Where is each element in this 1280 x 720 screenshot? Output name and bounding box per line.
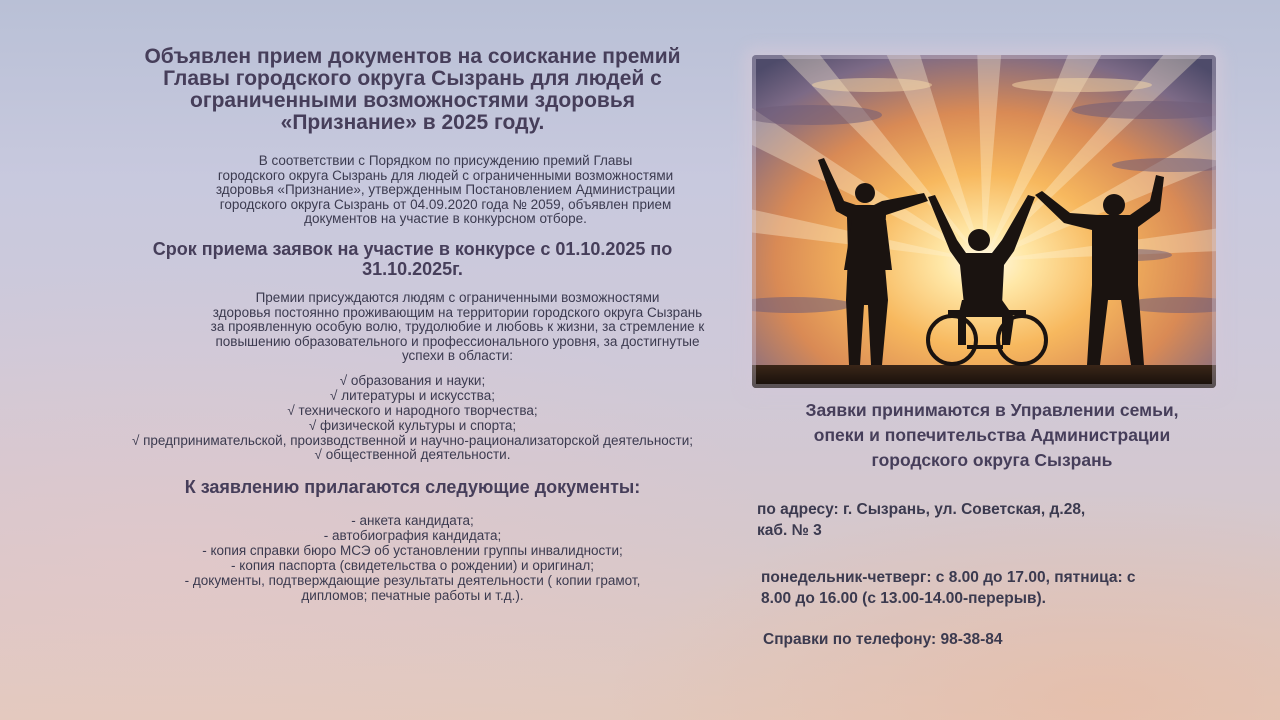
areas-list-item: √ предпринимательской, производственной и научно-рационализаторской деятельности;: [131, 432, 694, 448]
headline-line: ограниченными возможностями здоровья: [190, 89, 635, 112]
areas-list-item: √ литературы и искусства;: [330, 387, 495, 403]
announcement-headline: [80, 46, 745, 134]
office-address: [757, 499, 1227, 541]
intro-line: здоровья «Признание», утвержденным Постановлением Администрации: [215, 182, 676, 198]
documents-list-item: - документы, подтверждающие результаты деятельности ( копии грамот,: [184, 573, 641, 589]
announcement-column: [80, 46, 745, 603]
awards-line: Премии присуждаются людям с ограниченными возможностями: [255, 289, 660, 305]
hours-line: понедельник-четверг: с 8.00 до 17.00, пятница: с: [761, 569, 1136, 586]
documents-heading: К заявлению прилагаются следующие документы:: [184, 477, 641, 498]
address-line: каб. № 3: [757, 522, 822, 539]
documents-list-item: - копия паспорта (свидетельства о рождении) и оригинал;: [231, 558, 594, 574]
documents-list-item: - анкета кандидата;: [351, 513, 474, 529]
headline-line: Главы городского округа Сызрань для людей с: [163, 67, 662, 90]
awards-line: за проявленную особую волю, трудолюбие и любовь к жизни, за стремление к: [210, 319, 705, 335]
intro-paragraph: [80, 154, 745, 227]
documents-list: [80, 513, 745, 603]
intro-line: городского округа Сызрань для людей с ограниченными возможностями: [217, 167, 674, 183]
deadline-line: Срок приема заявок на участие в конкурсе с 01.10.2025 по: [152, 238, 673, 259]
office-heading: [757, 398, 1227, 473]
awards-paragraph: [80, 291, 745, 364]
hours-line: 8.00 до 16.00 (с 13.00-14.00-перерыв).: [761, 590, 1046, 607]
documents-list-item: - автобиография кандидата;: [323, 528, 502, 544]
areas-list-item: √ физической культуры и спорта;: [308, 417, 517, 433]
headline-line: «Признание» в 2025 году.: [280, 111, 545, 134]
sunset-silhouettes-photo: [752, 55, 1216, 388]
areas-list-item: √ образования и науки;: [339, 372, 486, 388]
documents-list-item: - копия справки бюро МСЭ об установлении группы инвалидности;: [202, 543, 623, 559]
awards-line: повышению образовательного и профессионального уровня, за достигнутые: [215, 333, 700, 349]
areas-list-item: √ общественной деятельности.: [314, 447, 511, 463]
intro-line: В соответствии с Порядком по присуждению премий Главы: [258, 153, 633, 168]
intro-line: документов на участие в конкурсном отборе.: [304, 211, 587, 227]
working-hours: [757, 567, 1227, 609]
areas-list-item: √ технического и народного творчества;: [287, 402, 538, 418]
office-line: опеки и попечительства Администрации: [813, 425, 1171, 445]
deadline-heading: [80, 239, 745, 279]
address-line: по адресу: г. Сызрань, ул. Советская, д.28,: [757, 501, 1086, 518]
deadline-line: 31.10.2025г.: [362, 258, 463, 279]
awards-line: успехи в области:: [401, 348, 514, 364]
areas-list: [80, 374, 745, 463]
sunset-silhouettes-illustration: [752, 55, 1216, 388]
intro-line: городского округа Сызрань от 04.09.2020 года № 2059, объявлен прием: [219, 196, 672, 212]
awards-line: здоровья постоянно проживающим на территории городского округа Сызрань: [212, 304, 703, 320]
office-line: Заявки принимаются в Управлении семьи,: [805, 400, 1179, 420]
headline-line: Объявлен прием документов на соискание премий: [144, 45, 681, 68]
documents-list-item: дипломов; печатные работы и т.д.).: [301, 588, 524, 604]
phone-info: Справки по телефону: 98-38-84: [763, 631, 1003, 648]
contact-column: [757, 398, 1227, 650]
office-line: городского округа Сызрань: [871, 450, 1113, 470]
